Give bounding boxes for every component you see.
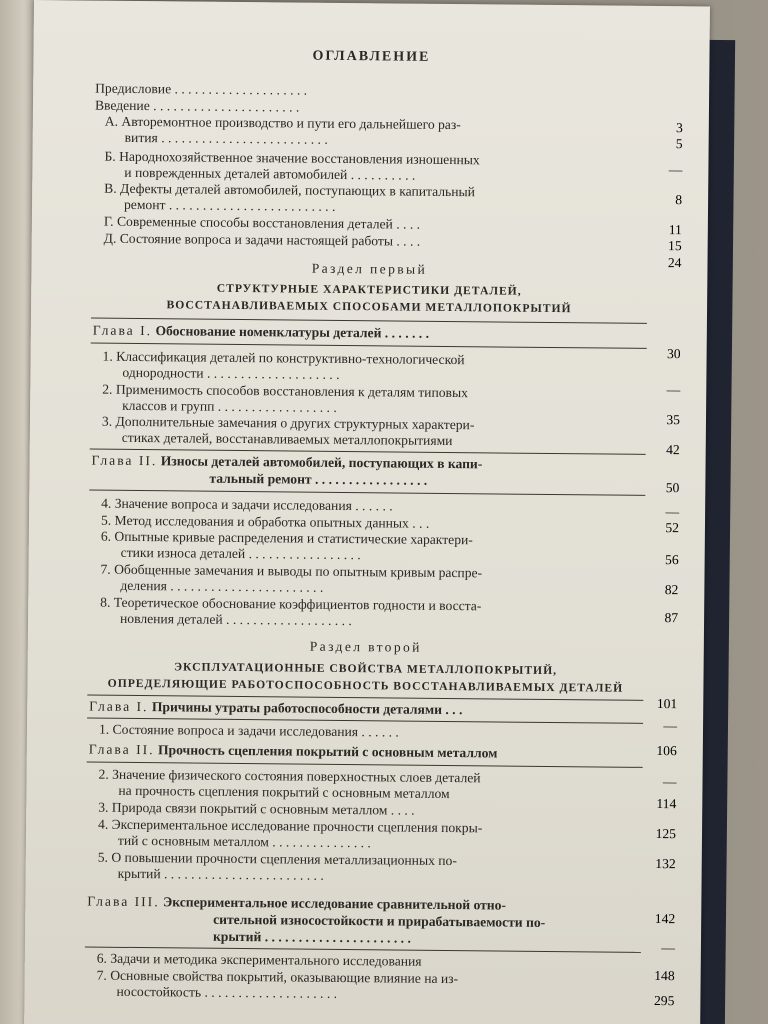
- toc-entry-line: Б. Народнохозяйственное значение восстановления изношенных: [104, 148, 480, 168]
- toc-entry-line: Д. Состояние вопроса и задачи настоящей работы . . . .: [103, 230, 421, 249]
- page-number: 56: [664, 552, 679, 568]
- toc-entry-line: 5. О повышении прочности сцепления металлизационных по-: [97, 849, 458, 869]
- toc-entry-line: однородности . . . . . . . . . . . . . . . . . . . .: [122, 364, 340, 382]
- chapter-heading: Глава III. Экспериментальное исследование сравнительной отно-: [87, 893, 507, 913]
- toc-entry-line: вития . . . . . . . . . . . . . . . . . . . . . . . . .: [124, 129, 328, 147]
- page-number: —: [665, 504, 680, 520]
- page-number: 148: [654, 967, 675, 984]
- page-number: —: [668, 162, 683, 178]
- toc-entry-line: на прочность сцепления покрытий с основным металлом: [118, 782, 450, 802]
- toc-title: ОГЛАВЛЕНИЕ: [312, 48, 431, 65]
- toc-entry-line: А. Авторемонтное производство и пути его дальнейшего раз-: [104, 113, 461, 133]
- toc-entry-line: В. Дефекты деталей автомобилей, поступающих в капитальный: [104, 180, 476, 200]
- page-number: —: [662, 774, 677, 790]
- section-title-line: ЭКСПЛУАТАЦИОННЫЕ СВОЙСТВА МЕТАЛЛОПОКРЫТИЙ,: [174, 660, 558, 678]
- toc-entry-line: новления деталей . . . . . . . . . . . . . . . . . . .: [119, 610, 352, 629]
- toc-entry: Введение . . . . . . . . . . . . . . . . . . . . . .: [94, 97, 300, 115]
- toc-entry-line: 6. Задачи и методика экспериментального исследования: [96, 950, 422, 969]
- page-number: 35: [666, 412, 681, 428]
- page-number: 295: [653, 992, 675, 1009]
- toc-entry-line: 5. Метод исследования и обработка опытных данных . . .: [100, 512, 430, 531]
- toc-entry-line: Г. Современные способы восстановления деталей . . . .: [103, 213, 421, 232]
- page-number: 42: [666, 442, 680, 458]
- page-number: —: [666, 382, 681, 398]
- book-page: [24, 0, 710, 1024]
- toc-entry-line: 2. Применимость способов восстановления к деталям типовых: [102, 381, 468, 401]
- chapter-heading-line: тальный ремонт . . . . . . . . . . . . . . . . .: [209, 470, 428, 488]
- page-number: 82: [664, 582, 679, 598]
- toc-entry-line: и поврежденных деталей автомобилей . . . . . . . . . .: [124, 164, 416, 183]
- section-label: Раздел второй: [309, 638, 422, 655]
- page-number: 132: [655, 856, 676, 872]
- section-label: Раздел первый: [311, 260, 428, 277]
- divider: [91, 343, 647, 349]
- section-title-line: СТРУКТУРНЫЕ ХАРАКТЕРИСТИКИ ДЕТАЛЕЙ,: [216, 281, 522, 298]
- chapter-heading: Глава II. Износы деталей автомобилей, поступающих в капи-: [91, 452, 483, 472]
- section-title-line: ВОССТАНАВЛИВАЕМЫХ СПОСОБАМИ МЕТАЛЛОПОКРЫТИЙ: [166, 298, 572, 316]
- toc-entry-line: 4. Экспериментальное исследование прочности сцепления покры-: [98, 816, 483, 836]
- page-number: 114: [656, 796, 677, 812]
- toc-entry-line: ремонт . . . . . . . . . . . . . . . . . . . . . . . . .: [123, 196, 336, 214]
- page-number: 52: [665, 520, 680, 536]
- page-number: 87: [664, 610, 679, 626]
- toc-entry-line: классов и групп . . . . . . . . . . . . . . . . . .: [122, 397, 337, 415]
- page-number: 8: [675, 192, 683, 208]
- toc-entry-line: стики износа деталей . . . . . . . . . . . . . . . . .: [120, 544, 361, 563]
- page-number: 15: [668, 238, 682, 254]
- page-number: 30: [666, 346, 681, 362]
- toc-entry-line: 7. Обобщенные замечания и выводы по опытным кривым распре-: [100, 561, 483, 581]
- section-title-line: ОПРЕДЕЛЯЮЩИЕ РАБОТОСПОСОБНОСТЬ ВОССТАНАВЛИВАЕМЫХ ДЕТАЛЕЙ: [107, 676, 624, 695]
- page-number: 101: [656, 696, 678, 712]
- toc-entry-line: деления . . . . . . . . . . . . . . . . . . . . . . .: [120, 577, 324, 595]
- toc-entry: Предисловие . . . . . . . . . . . . . . . . . . . .: [95, 80, 308, 98]
- chapter-heading: Глава I. Обоснование номенклатуры деталей . . . . . . .: [92, 322, 430, 341]
- page-number: 3: [675, 120, 683, 136]
- page-number: 125: [655, 826, 677, 842]
- toc-entry-line: 7. Основные свойства покрытий, оказывающие влияние на из-: [96, 967, 459, 987]
- page-number: —: [663, 718, 678, 734]
- toc-entry-line: 3. Дополнительные замечания о других структурных характери-: [101, 413, 475, 433]
- page-number: —: [661, 940, 676, 956]
- chapter-heading: Глава I. Причины утраты работоспособности деталями . . .: [89, 698, 463, 718]
- toc-entry-line: крытий . . . . . . . . . . . . . . . . . . . . . . . .: [117, 865, 324, 883]
- divider: [89, 490, 645, 496]
- toc-entry-line: стиках деталей, восстанавливаемых металлопокрытиями: [121, 429, 453, 449]
- page-number: 11: [668, 222, 682, 238]
- toc-entry-line: 1. Классификация деталей по конструктивно-технологической: [102, 348, 465, 368]
- chapter-heading: Глава II. Прочность сцепления покрытий с основным металлом: [88, 741, 498, 761]
- page-number: 142: [654, 911, 676, 927]
- page-number: 24: [667, 255, 682, 271]
- toc-entry-line: 2. Значение физического состояния поверхностных слоев деталей: [98, 766, 481, 786]
- toc-entry-line: 1. Состояние вопроса и задачи исследования . . . . . .: [98, 721, 399, 740]
- toc-entry-line: 6. Опытные кривые распределения и статистические характери-: [100, 528, 473, 548]
- page-number: 106: [656, 743, 677, 759]
- toc-entry-line: 3. Природа связи покрытий с основным металлом . . . .: [98, 799, 415, 818]
- toc-entry-line: 4. Значение вопроса и задачи исследования . . . . . .: [101, 495, 393, 514]
- chapter-heading-line: сительной износостойкости и прирабатываемости по-: [213, 911, 546, 930]
- page-number: 50: [665, 480, 680, 496]
- toc-entry-line: носостойкость . . . . . . . . . . . . . . . . . . . .: [116, 983, 338, 1001]
- toc-entry-line: тий с основным металлом . . . . . . . . . . . . . . .: [117, 832, 371, 851]
- toc-entry-line: 8. Теоретическое обоснование коэффициентов годности и восста-: [100, 594, 482, 614]
- page-number: 5: [675, 136, 683, 152]
- chapter-heading-line: крытий . . . . . . . . . . . . . . . . . . . . . .: [212, 928, 411, 946]
